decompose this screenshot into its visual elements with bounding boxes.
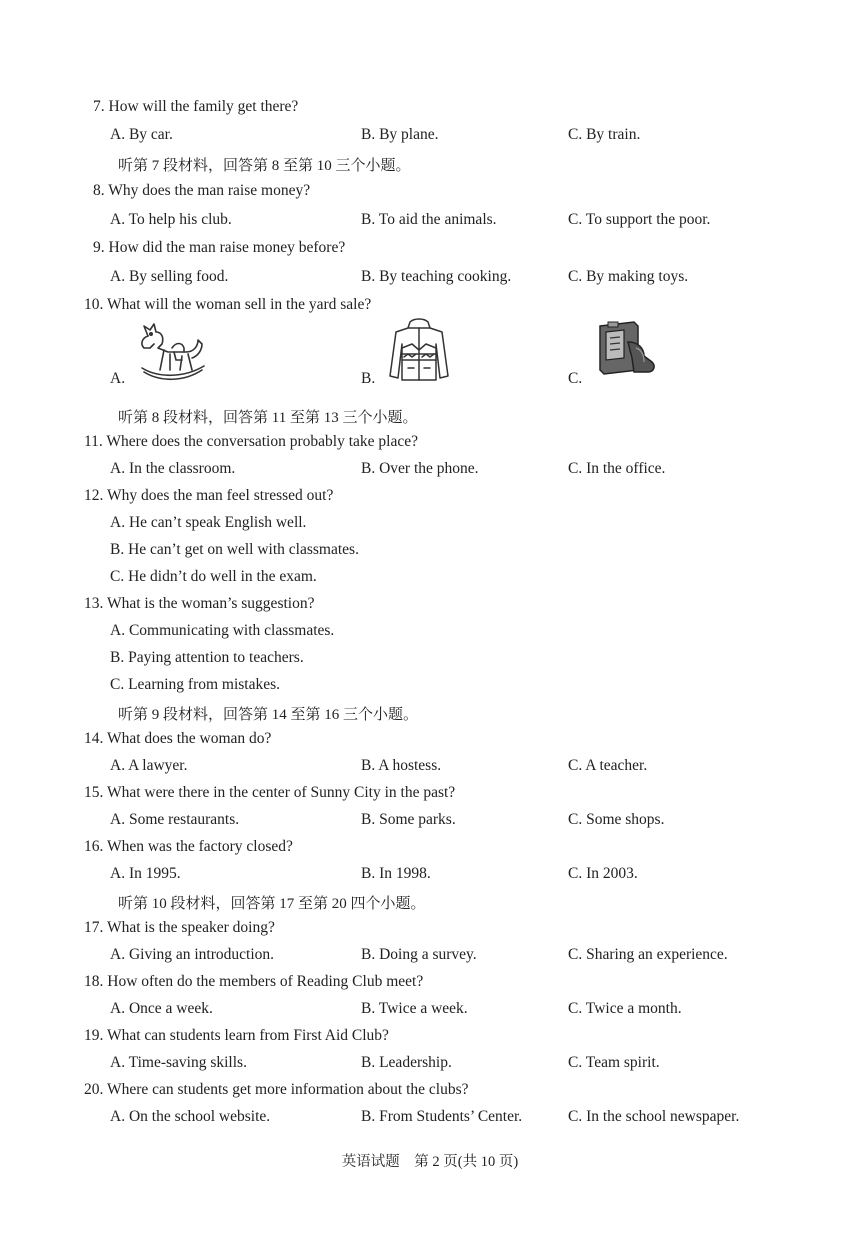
page-footer: 英语试题 第 2 页(共 10 页) xyxy=(341,1154,519,1170)
q7-option-c: C. By train. xyxy=(568,126,641,143)
q16-option-b: B. In 1998. xyxy=(361,865,431,882)
q12-option-a: A. He can’t speak English well. xyxy=(110,514,307,531)
section-heading-7: 听第 7 段材料，回答第 8 至第 10 三个小题。 xyxy=(118,158,411,174)
q20-option-a: A. On the school website. xyxy=(110,1108,271,1125)
q15-option-b: B. Some parks. xyxy=(361,811,456,828)
q7-option-a: A. By car. xyxy=(110,126,173,143)
q9-option-a: A. By selling food. xyxy=(110,268,229,285)
question-10: 10. What will the woman sell in the yard sale? xyxy=(84,296,372,313)
question-14: 14. What does the woman do? xyxy=(84,730,272,747)
q13-option-b: B. Paying attention to teachers. xyxy=(110,649,304,666)
q8-option-c: C. To support the poor. xyxy=(568,211,711,228)
q16-option-c: C. In 2003. xyxy=(568,865,638,882)
q19-option-a: A. Time-saving skills. xyxy=(110,1054,247,1071)
q11-option-b: B. Over the phone. xyxy=(361,460,479,477)
q14-option-a: A. A lawyer. xyxy=(110,757,188,774)
q18-option-c: C. Twice a month. xyxy=(568,1000,682,1017)
q20-option-c: C. In the school newspaper. xyxy=(568,1108,740,1125)
question-17: 17. What is the speaker doing? xyxy=(84,919,275,936)
question-15: 15. What were there in the center of Sunny City in the past? xyxy=(84,784,456,801)
q16-option-a: A. In 1995. xyxy=(110,865,181,882)
question-9: 9. How did the man raise money before? xyxy=(93,239,346,256)
q17-option-a: A. Giving an introduction. xyxy=(110,946,275,963)
rocking-horse-icon xyxy=(134,318,208,384)
question-7: 7. How will the family get there? xyxy=(93,98,299,115)
q12-option-b: B. He can’t get on well with classmates. xyxy=(110,541,359,558)
section-heading-10: 听第 10 段材料，回答第 17 至第 20 四个小题。 xyxy=(118,896,426,912)
question-18: 18. How often do the members of Reading Club meet? xyxy=(84,973,424,990)
q9-option-c: C. By making toys. xyxy=(568,268,689,285)
q9-option-b: B. By teaching cooking. xyxy=(361,268,512,285)
q10-option-b: B. xyxy=(361,370,376,387)
q15-option-c: C. Some shops. xyxy=(568,811,665,828)
section-heading-9: 听第 9 段材料，回答第 14 至第 16 三个小题。 xyxy=(118,707,419,723)
q13-option-a: A. Communicating with classmates. xyxy=(110,622,335,639)
toaster-icon xyxy=(594,318,658,380)
q14-option-b: B. A hostess. xyxy=(361,757,442,774)
q8-option-a: A. To help his club. xyxy=(110,211,232,228)
q19-option-c: C. Team spirit. xyxy=(568,1054,660,1071)
question-8: 8. Why does the man raise money? xyxy=(93,182,311,199)
q10-option-a: A. xyxy=(110,370,126,387)
q8-option-b: B. To aid the animals. xyxy=(361,211,497,228)
q7-option-b: B. By plane. xyxy=(361,126,439,143)
q18-option-a: A. Once a week. xyxy=(110,1000,213,1017)
jacket-icon xyxy=(386,318,452,384)
question-16: 16. When was the factory closed? xyxy=(84,838,293,855)
q10-option-c: C. xyxy=(568,370,583,387)
section-heading-8: 听第 8 段材料，回答第 11 至第 13 三个小题。 xyxy=(118,410,418,426)
q11-option-a: A. In the classroom. xyxy=(110,460,236,477)
q17-option-c: C. Sharing an experience. xyxy=(568,946,728,963)
q14-option-c: C. A teacher. xyxy=(568,757,648,774)
q13-option-c: C. Learning from mistakes. xyxy=(110,676,281,693)
question-20: 20. Where can students get more information about the clubs? xyxy=(84,1081,469,1098)
q20-option-b: B. From Students’ Center. xyxy=(361,1108,523,1125)
question-13: 13. What is the woman’s suggestion? xyxy=(84,595,315,612)
question-11: 11. Where does the conversation probably take place? xyxy=(84,433,418,450)
q12-option-c: C. He didn’t do well in the exam. xyxy=(110,568,317,585)
question-12: 12. Why does the man feel stressed out? xyxy=(84,487,334,504)
q18-option-b: B. Twice a week. xyxy=(361,1000,468,1017)
question-19: 19. What can students learn from First Aid Club? xyxy=(84,1027,389,1044)
q11-option-c: C. In the office. xyxy=(568,460,666,477)
q17-option-b: B. Doing a survey. xyxy=(361,946,477,963)
q19-option-b: B. Leadership. xyxy=(361,1054,452,1071)
q15-option-a: A. Some restaurants. xyxy=(110,811,240,828)
